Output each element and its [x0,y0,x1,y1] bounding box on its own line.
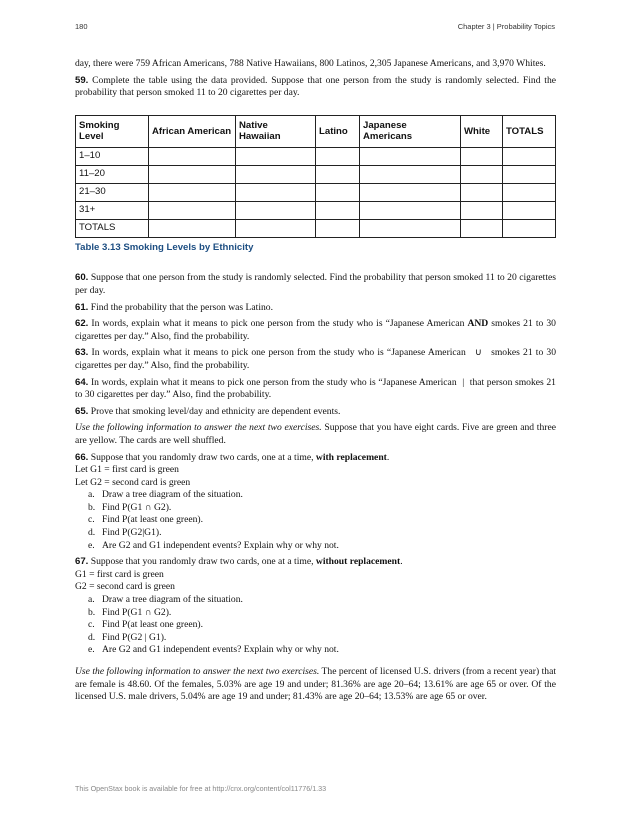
item-text: Find P(at least one green). [102,619,203,631]
header-cell: White [461,115,503,147]
emphasis: with replacement [315,451,387,463]
table-cell[interactable] [461,165,503,183]
info-lead: Use the following information to answer the next two exercises. [75,666,320,677]
table-cell[interactable] [360,165,461,183]
exercise-59 [75,75,556,100]
list-item [88,502,556,515]
intro-text: day, there were 759 African Americans, 788 Native Hawaiians, 800 Latinos, 2,305 Japanese Americans, and 3,970 Whites. [75,58,546,69]
exercise-text: Suppose that you randomly draw two cards, one at a time, [90,451,316,463]
table-row [76,183,556,201]
exercise-number: 66. [75,451,89,463]
exercise-text: that person smokes 21 to 30 cigarettes per day.” Also, find the probability. [75,376,556,401]
exercise-number: 67. [75,556,89,568]
exercise-number: 64. [75,376,89,388]
item-text: Find P(G1 ∩ G2). [102,606,172,618]
table-cell[interactable] [461,201,503,219]
table-cell[interactable] [461,183,503,201]
exercise-number: 63. [75,347,89,359]
item-letter: b. [88,501,96,513]
table-cell[interactable] [360,147,461,165]
exercise-number: 59. [75,74,89,86]
table-cell[interactable] [149,147,236,165]
row-label: 21–30 [76,183,149,201]
exercise-64 [75,377,556,402]
list-item [88,619,556,632]
union-symbol: ∪ [474,347,482,359]
page-content [75,58,556,704]
exercise-text: Prove that smoking level/day and ethnicity are dependent events. [90,405,341,417]
table-cell[interactable] [503,219,556,237]
item-letter: a. [88,489,95,501]
table-cell[interactable] [149,183,236,201]
list-item [88,607,556,620]
item-text: Are G2 and G1 independent events? Explain why or why not. [102,539,339,551]
table-cell[interactable] [360,201,461,219]
table-cell[interactable] [503,201,556,219]
table-cell[interactable] [316,165,360,183]
header-cell: Smoking Level [76,115,149,147]
table-cell[interactable] [360,219,461,237]
exercise-62 [75,318,556,343]
header-cell: TOTALS [503,115,556,147]
header-cell: Japanese Americans [360,115,461,147]
exercise-text: In words, explain what it means to pick one person from the study who is “Japanese American [90,376,460,388]
item-letter: b. [88,606,96,618]
exercise-67 [75,556,556,569]
definition-g2: Let G2 = second card is green [75,476,191,488]
footer-text: This OpenStax book is available for free at http://cnx.org/content/col11776/1.33 [75,784,327,793]
exercise-text: Suppose that one person from the study is randomly selected. Find the probability that person smoked 11 to 20 cigarettes per day. [75,272,556,296]
table-row [76,219,556,237]
list-item [88,632,556,645]
header-cell: African American [149,115,236,147]
definition-g1: G1 = first card is green [75,568,164,580]
exercise-number: 62. [75,318,89,330]
exercise-number: 61. [75,301,89,313]
info-lead: Use the following information to answer the next two exercises. [75,422,322,434]
exercise-text: Complete the table using the data provided. Suppose that one person from the study is randomly selected. Find the probability that person smoked 11 to 20 cigarettes per day. [75,74,556,99]
item-text: Find P(at least one green). [102,514,203,526]
list-item [88,540,556,553]
page-number: 180 [75,22,88,31]
item-letter: d. [88,631,96,643]
exercise-text: . [400,556,403,568]
drivers-info [75,666,556,704]
exercise-text: smokes 21 to 30 cigarettes per day.” Also, find the probability. [75,318,556,342]
exercise-text: Suppose that you randomly draw two cards, one at a time, [90,556,316,568]
table-cell[interactable] [461,147,503,165]
table-cell[interactable] [149,201,236,219]
table-cell[interactable] [236,183,316,201]
table-cell[interactable] [503,147,556,165]
row-label: 11–20 [76,165,149,183]
table-cell[interactable] [236,147,316,165]
exercise-number: 65. [75,405,89,417]
table-cell[interactable] [316,147,360,165]
item-letter: c. [88,514,95,526]
table-cell[interactable] [149,165,236,183]
sub-question-list [75,489,556,552]
item-text: Find P(G2|G1). [102,527,162,539]
table-row [76,201,556,219]
table-cell[interactable] [503,183,556,201]
item-letter: e. [88,539,95,551]
exercise-text: In words, explain what it means to pick one person from the study who is “Japanese American [91,347,469,359]
item-text: Are G2 and G1 independent events? Explain why or why not. [102,644,339,656]
emphasis: without replacement [315,556,401,568]
table-cell[interactable] [316,183,360,201]
table-cell[interactable] [316,219,360,237]
row-label: 1–10 [76,147,149,165]
exercise-66 [75,452,556,465]
row-label: TOTALS [76,219,149,237]
exercise-text: In words, explain what it means to pick one person from the study who is “Japanese American [91,318,468,330]
table-cell[interactable] [236,201,316,219]
table-cell[interactable] [236,165,316,183]
table-row [76,165,556,183]
definition-g1: Let G1 = first card is green [75,464,179,476]
list-item [88,644,556,657]
table-cell[interactable] [149,219,236,237]
cards-info [75,422,556,447]
header-cell: Latino [316,115,360,147]
table-cell[interactable] [316,201,360,219]
exercise-65 [75,406,556,419]
item-text: Draw a tree diagram of the situation. [102,489,243,501]
row-label: 31+ [76,201,149,219]
list-item [88,514,556,527]
emphasis-and: AND [467,318,489,330]
list-item [88,527,556,540]
list-item [88,489,556,502]
chapter-title: Chapter 3 | Probability Topics [457,22,555,31]
item-letter: a. [88,594,95,606]
sub-question-list [75,594,556,657]
exercise-61 [75,302,556,315]
exercise-text: Find the probability that the person was Latino. [90,301,273,313]
item-text: Find P(G1 ∩ G2). [102,501,172,513]
item-letter: d. [88,527,96,539]
table-cell[interactable] [461,219,503,237]
item-letter: c. [88,619,95,631]
table-cell[interactable] [503,165,556,183]
smoking-table [75,115,556,238]
table-row [76,147,556,165]
exercise-60 [75,272,556,297]
header-cell: Native Hawaiian [236,115,316,147]
table-header-row [76,115,556,147]
exercise-63 [75,347,556,372]
info-text: Suppose that you have eight cards. Five are green and three are yellow. The cards are well shuffled. [75,422,556,446]
table-cell[interactable] [236,219,316,237]
item-text: Draw a tree diagram of the situation. [102,594,243,606]
item-text: Find P(G2 | G1). [102,631,167,643]
exercise-text: . [386,451,390,463]
definition-g2: G2 = second card is green [75,581,175,593]
table-cell[interactable] [360,183,461,201]
exercise-number: 60. [75,272,89,284]
exercise-text: smokes 21 to 30 cigarettes per day.” Also, find the probability. [75,347,556,371]
given-symbol: | [462,376,465,388]
info-text: The percent of licensed U.S. drivers (from a recent year) that are female is 48.60. Of the females, 5.03% are age 19 and under; 81.36% are age 20–64; 13.61% are age 65 or over. Of the licensed U.S. male drivers, 5.04% are age 19 and under; 81.43% are age 20–64; 13.53% are age 65 or over. [75,666,556,703]
table-caption: Table 3.13 Smoking Levels by Ethnicity [75,241,254,253]
list-item [88,594,556,607]
item-letter: e. [88,644,95,656]
